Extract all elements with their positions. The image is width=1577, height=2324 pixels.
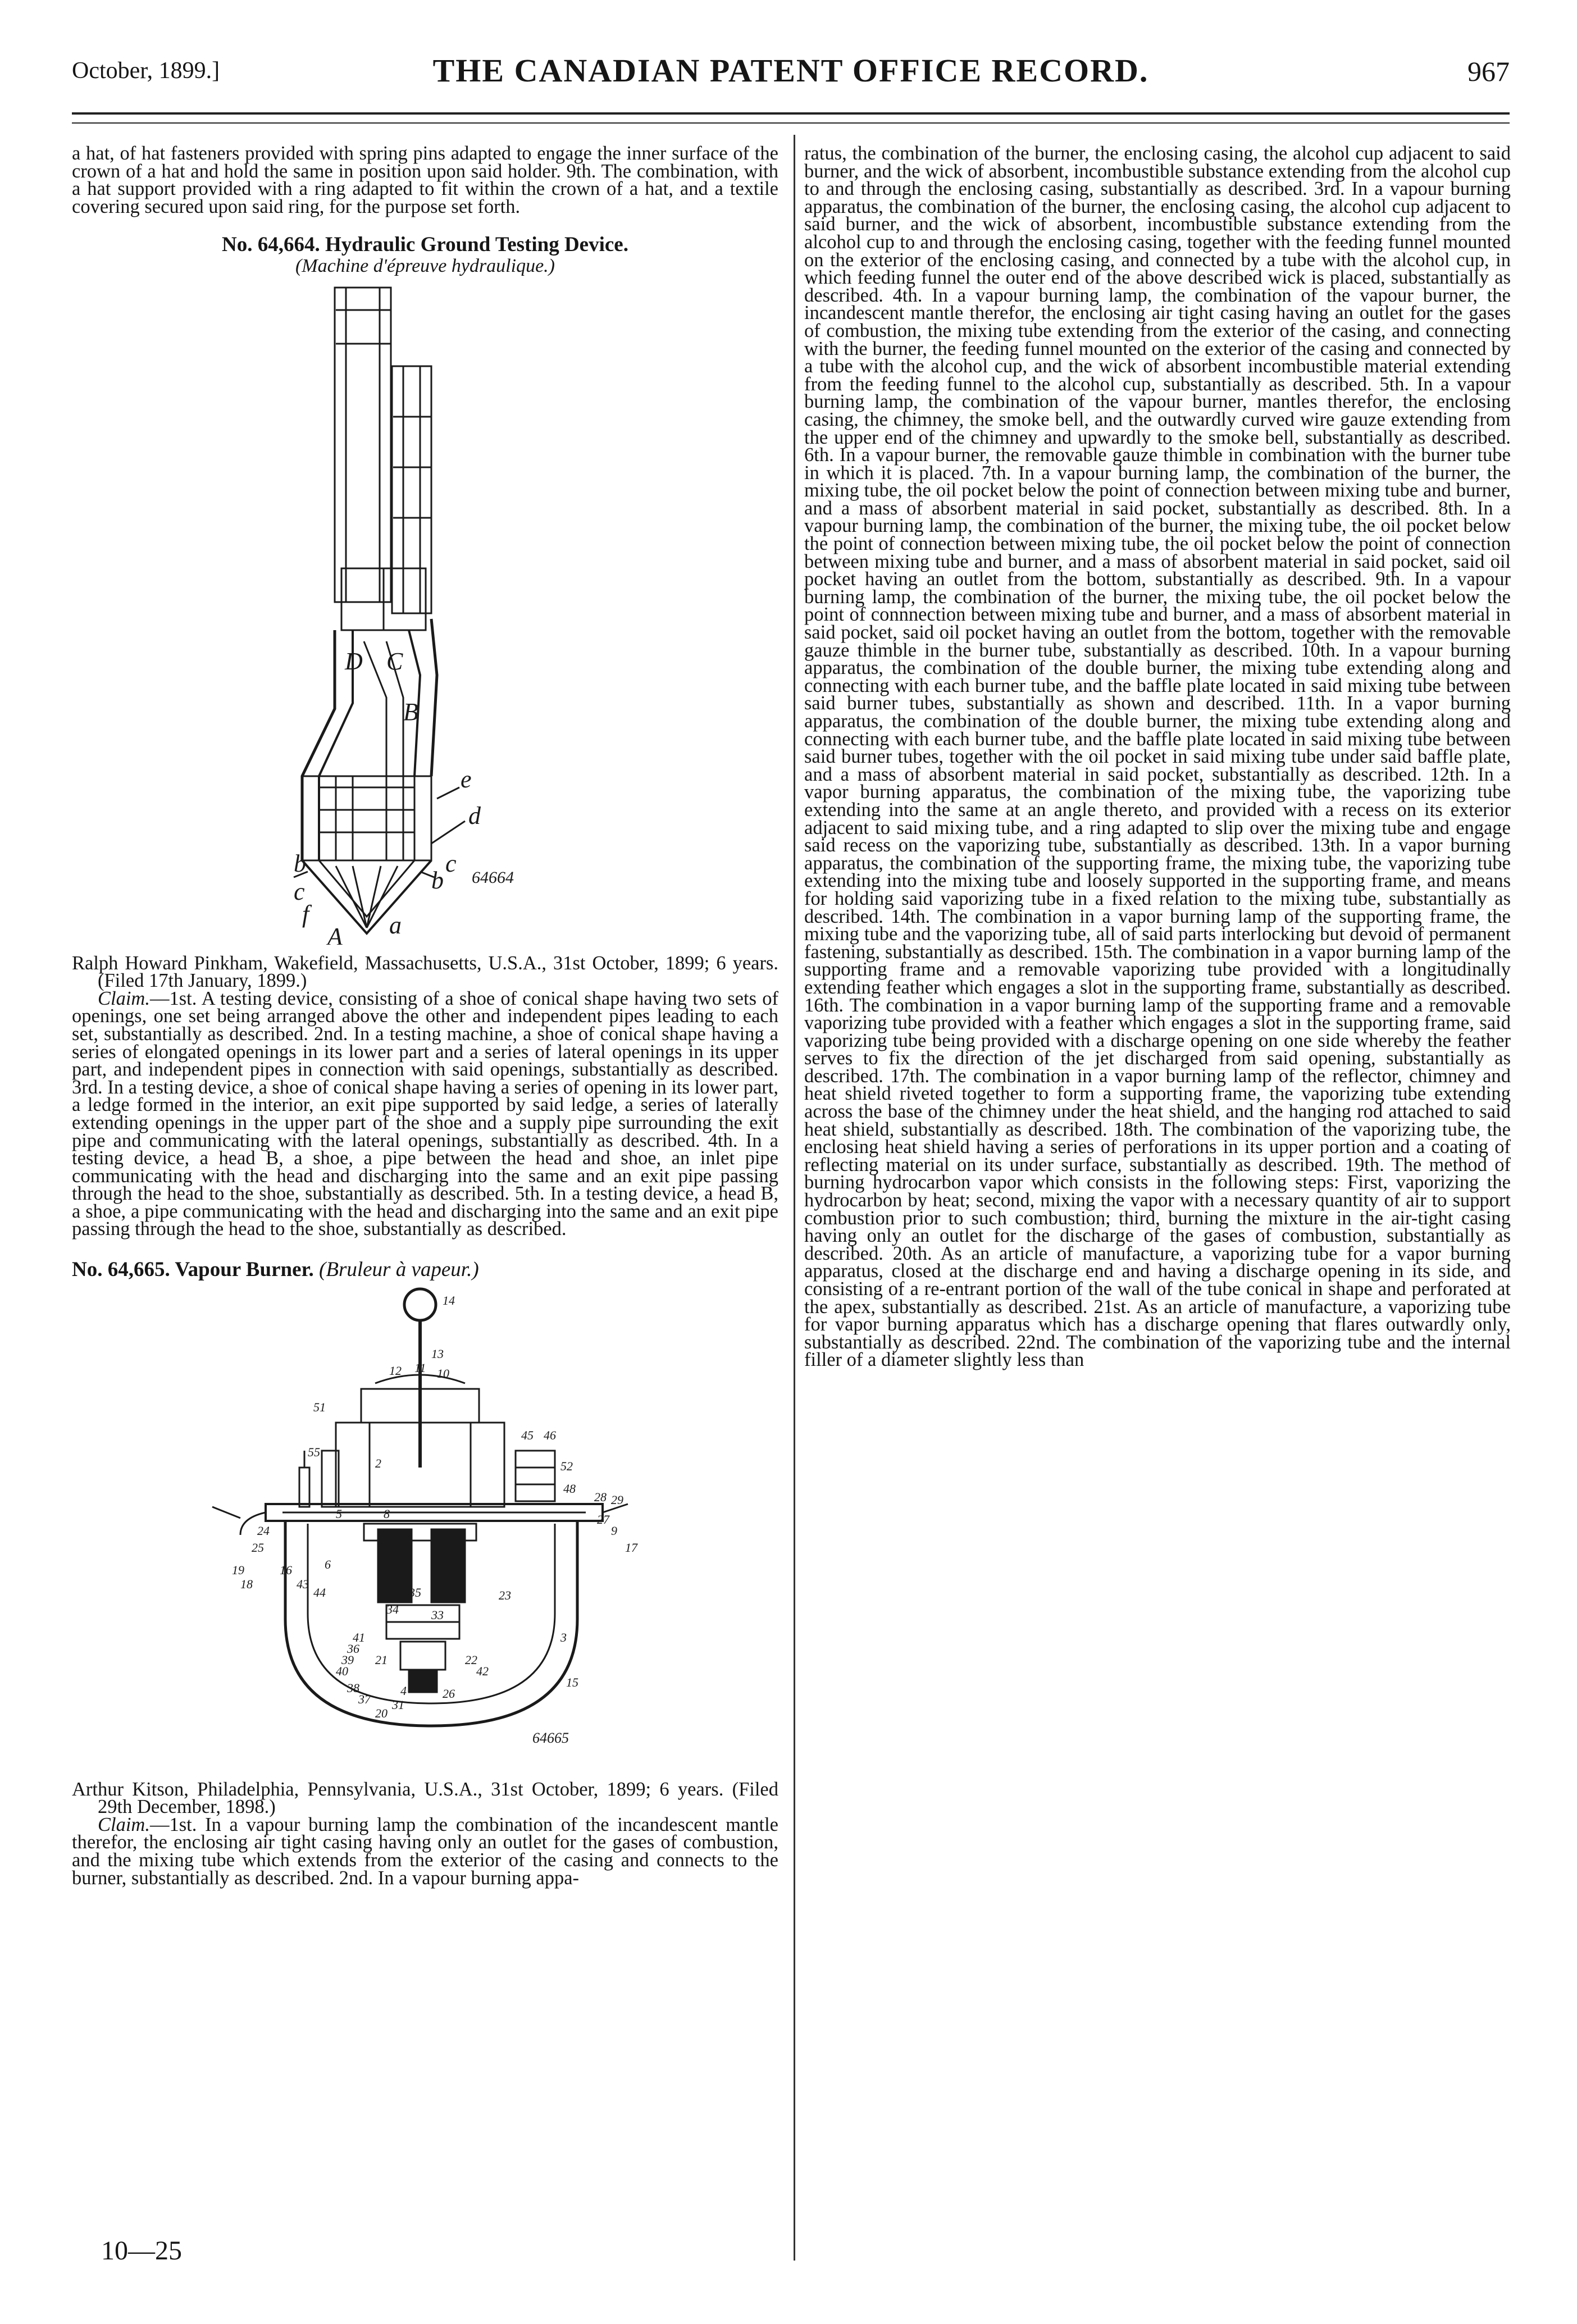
svg-text:20: 20 [375,1706,388,1720]
patent-heading-64665 [72,1258,778,1282]
svg-text:51: 51 [313,1400,326,1414]
svg-text:55: 55 [308,1444,320,1459]
svg-text:21: 21 [375,1652,388,1667]
testing-device-drawing [72,282,778,945]
svg-text:4: 4 [400,1683,407,1698]
issue-date: October, 1899.] [72,58,220,84]
svg-text:3: 3 [560,1630,567,1644]
journal-title: THE CANADIAN PATENT OFFICE RECORD. [432,52,1149,89]
svg-text:5: 5 [336,1506,342,1521]
fig-label-a: a [389,911,402,939]
svg-text:34: 34 [386,1602,399,1616]
svg-text:38: 38 [347,1680,359,1695]
svg-text:39: 39 [341,1652,354,1667]
fig-label-d: d [468,801,481,830]
svg-text:9: 9 [611,1523,617,1538]
vapour-burner-drawing [72,1282,778,1771]
svg-text:45: 45 [521,1428,534,1442]
svg-text:10: 10 [437,1366,449,1380]
fig-label-c: c [445,849,457,877]
claims-text: —1st. A testing device, consisting of a shoe of conical shape having two sets of openings, one set being arranged above the other and independent pipes leading to each set, substantially as described. 2nd. In a testing machine, a shoe of conical shape having a series of elongated openings in its lower part and a series of lateral openings in its upper part, and independent pipes in connection with said openings, substantially as described. 3rd. In a testing device, a shoe of conical shape having a series of opening in its lower part, a ledge formed in the interior, an exit pipe supported by said ledge, a series of laterally extending openings in the upper part of the shoe and a supply pipe surrounding the exit pipe and communicating with the lateral openings, substantially as described. 4th. In a testing device, a head B, a shoe, a pipe between the head and shoe, an inlet pipe communicating with the head and discharging into the same and an exit pipe passing through the head to the shoe, substantially as described. 5th. In a testing device, a head B, a shoe, a pipe communicating with the head and discharging into the same and an exit pipe passing through the head to the shoe, substantially as described. [72,987,778,1240]
svg-text:46: 46 [544,1428,556,1442]
inventor-line-2: Arthur Kitson, Philadelphia, Pennsylvania, U.S.A., 31st October, 1899; 6 years. (Filed 29th December, 1898.) [72,1778,778,1818]
fig-label-D: D [345,647,363,675]
svg-text:2: 2 [375,1456,381,1470]
svg-text:52: 52 [560,1459,573,1473]
figure-vapour-burner [72,1282,778,1771]
svg-text:27: 27 [597,1512,609,1526]
svg-text:14: 14 [443,1293,455,1307]
svg-text:36: 36 [347,1641,359,1656]
svg-text:29: 29 [611,1492,623,1507]
svg-text:19: 19 [232,1562,244,1577]
fig-label-f: f [302,900,309,928]
svg-text:25: 25 [252,1540,264,1555]
svg-text:31: 31 [392,1697,404,1712]
svg-text:28: 28 [594,1489,607,1504]
svg-text:16: 16 [280,1562,292,1577]
continued-claims-text: a hat, of hat fasteners provided with spring pins adapted to engage the inner surface of the crown of a hat and hold the same in position upon said holder. 9th. The combination, with a hat support provided with a ring adapted to fit within the crown of a hat, and a textile covering secured upon said ring, for the purpose set forth. [72,143,778,217]
svg-text:37: 37 [358,1692,371,1706]
svg-text:40: 40 [336,1664,348,1678]
svg-text:48: 48 [563,1481,576,1496]
claim-label: Claim. [98,1813,150,1835]
right-column [804,145,1511,1369]
left-column [72,145,778,1887]
patent-heading-64664 [72,233,778,257]
svg-text:41: 41 [353,1630,365,1644]
svg-text:26: 26 [443,1686,455,1701]
fig-label-C: C [386,647,403,675]
header-rule-thin [72,122,1510,124]
french-title: (Bruleur à vapeur.) [319,1258,479,1282]
claims-paragraph-2 [72,1813,778,1889]
svg-text:64665: 64665 [532,1729,569,1746]
svg-text:12: 12 [389,1363,402,1378]
svg-text:35: 35 [409,1585,421,1600]
inventor-line: Ralph Howard Pinkham, Wakefield, Massachusetts, U.S.A., 31st October, 1899; 6 years. (Filed 17th January, 1899.) [72,952,778,992]
fig-label-b: b [431,866,444,894]
svg-text:18: 18 [240,1576,253,1591]
svg-text:24: 24 [257,1523,270,1538]
patent-title: Hydraulic Ground Testing Device. [325,233,628,257]
figure-hydraulic-testing-device [72,282,778,945]
svg-text:44: 44 [313,1585,326,1600]
page-number: 967 [1467,56,1510,87]
french-title: (Machine d'épreuve hydraulique.) [295,255,555,276]
fig-label-A: A [327,922,343,945]
page-header [72,52,1510,95]
claims-paragraph [72,987,778,1240]
patent-title: Vapour Burner. [175,1258,314,1282]
svg-text:6: 6 [325,1557,331,1571]
svg-text:32: 32 [443,1585,455,1600]
svg-text:17: 17 [625,1540,637,1555]
svg-text:13: 13 [431,1346,444,1361]
claims-text: —1st. In a vapour burning lamp the combination of the incandescent mantle therefor, the enclosing air tight casing having only an outlet for the gases of combustion, and the mixing tube which extends from the exterior of the casing and connects to the burner, substantially as described. 2nd. In a vapour burning appa- [72,1813,778,1889]
right-column-claims: ratus, the combination of the burner, the enclosing casing, the alcohol cup adjacent to said burner, and the wick of absorbent, incombustible substance extending from the alcohol cup to and through the enclosing casing, substantially as described. 3rd. In a vapour burning apparatus, the combination of the burner, the enclosing casing, the alcohol cup adjacent to said burner, and the wick of absorbent, incombustible substance extending from the alcohol cup to and through the enclosing casing, together with the feeding funnel mounted on the exterior of the enclosing casing, and connected by a tube with the alcohol cup, in which feeding funnel the outer end of the above described wick is placed, substantially as described. 4th. In a vapour burning lamp, the combination of the vapour burner, the incandescent mantle therefor, the enclosing air tight casing having an outlet for the gases of combustion, the mixing tube extending from the exterior of the casing, and connecting with the burner, the feeding funnel mounted on the exterior of the casing and connected by a tube with the alcohol cup, and the wick of absorbent incombustible material extending from the feeding funnel to the alcohol cup, substantially as described. 5th. In a vapour burning lamp, the combination of the vapour burner, mantles therefor, the enclosing casing, the chimney, the smoke bell, and the outwardly curved wire gauze extending from the upper end of the chimney and upwardly to the smoke bell, substantially as described. 6th. In a vapour burner, the removable gauze thimble in combination with the burner tube in which it is placed. 7th. In a vapour burning lamp, the combination of the burner, the mixing tube, the oil pocket below the point of connection between mixing tube and burner, and a mass of absorbent material in said pocket, substantially as described. 8th. In a vapour burning lamp, the combination of the burner, the mixing tube, the oil pocket below the point of connection between mixing tube, the oil pocket below the point of connection between mixing tube and burner, and a mass of absorbent material in said pocket, said oil pocket having an outlet from the bottom, substantially as described. 9th. In a vapour burning lamp, the combination of the burner, the mixing tube, the oil pocket below the point of connnection between mixing tube and burner, and a mass of absorbent material in said pocket, said oil pocket having an outlet from the bottom, together with the removable gauze thimble in the burner tube, substantially as described. 10th. In a vapour burning apparatus, the combination of the double burner, the mixing tube extending along and connecting with each burner tube, and the baffle plate located in said mixing tube between said burner tubes, substantially as shown and described. 11th. In a vapor burning apparatus, the combination of the double burner, the mixing tube extending along and connecting with each burner tube, and the baffle plate located in said mixing tube between said burner tubes, together with the oil pocket in said mixing tube under said baffle plate, and a mass of absorbent material in said pocket, substantially as described. 12th. In a vapor burning apparatus, the combination of the mixing tube, the vaporizing tube extending into the same at an angle thereto, and provided with a recess on its exterior adjacent to said mixing tube, and a ring adapted to slip over the mixing tube and engage said recess on the vaporizing tube, substantially as described. 13th. In a vapor burning apparatus, the combination of the supporting frame, the mixing tube, the vaporizing tube extending into the mixing tube and loosely supported in the supporting frame, and means for holding said vaporizing tube in a fixed relation to the mixing tube, substantially as described. 14th. The combination in a vapor burning lamp of the supporting frame, the mixing tube and the vaporizing tube, all of said parts interlocking but devoid of permanent fastening, substantially as described. 15th. The combination in a vapor burning lamp of the supporting frame and a removable vaporizing tube provided with a longitudinally extending feather which engages a slot in the supporting frame, substantially as described. 16th. The combination in a vapor burning lamp of the supporting frame and a removable vaporizing tube provided with a feather which engages a slot in the supporting frame, said vaporizing tube being provided with a discharge opening on one side whereby the feather serves to fix the direction of the jet discharged from said opening, substantially as described. 17th. The combination in a vapor burning lamp of the reflector, chimney and heat shield riveted together to form a supporting frame, the vaporizing tube extending across the base of the chimney under the heat shield, and the hanging rod attached to said heat shield, substantially as described. 18th. The combination of the vaporizing tube, the enclosing heat shield having a series of perforations in its upper portion and a coating of reflecting material on its under surface, substantially as described. 19th. The method of burning hydrocarbon vapor which consists in the following steps: First, vaporizing the hydrocarbon by heat; second, mixing the vapor with a necessary quantity of air to support combustion prior to such combustion; third, burning the mixture in the air-tight casing having only an outlet for the discharge of the gases of combustion, substantially as described. 20th. As an article of manufacture, a vaporizing tube for a vapor burning apparatus, closed at the discharge end and having a discharge opening in its side, and consisting of a re-entrant portion of the wall of the tube conical in shape and perforated at the apex, substantially as described. 21st. As an article of manufacture, a vaporizing tube for vapor burning apparatus which has a discharge opening that flares outwardly only, substantially as described. 22nd. The combination of the vaporizing tube and the internal filler of a diameter slightly less than [804,143,1511,1371]
svg-text:23: 23 [499,1588,511,1602]
svg-text:8: 8 [384,1506,390,1521]
claim-label: Claim. [98,987,150,1009]
fig-number: 64664 [472,868,514,887]
column-divider [794,135,795,2261]
patent-number: No. 64,664. [222,233,320,257]
svg-text:11: 11 [414,1360,426,1375]
fig-label-e: e [461,765,472,793]
header-rule [72,112,1510,115]
svg-text:15: 15 [566,1675,578,1689]
svg-text:22: 22 [465,1652,477,1667]
signature-mark: 10—25 [101,2236,182,2266]
fig-label-B: B [403,698,418,726]
svg-text:42: 42 [476,1664,489,1678]
svg-text:33: 33 [431,1607,444,1622]
fig-label-b2: b [294,849,306,877]
patent-number: No. 64,665. [72,1258,170,1282]
fig-label-c3: c [294,877,305,905]
svg-text:43: 43 [297,1576,309,1591]
